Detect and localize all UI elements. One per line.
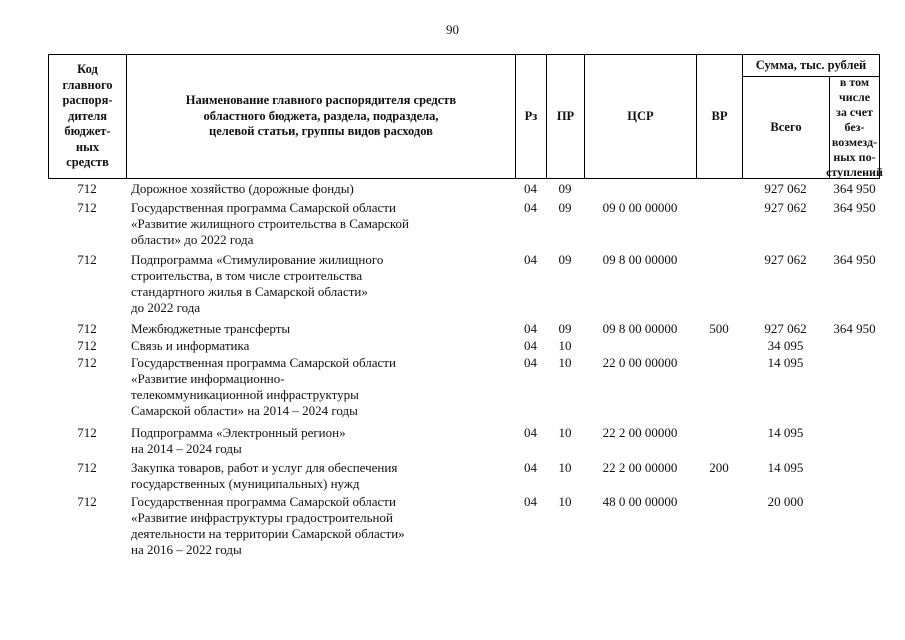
table-row bbox=[48, 181, 880, 200]
cell-pr: 09 bbox=[558, 181, 572, 196]
cell-rz: 04 bbox=[524, 425, 537, 440]
header-code-line: распоря- bbox=[62, 93, 113, 108]
cell-code: 712 bbox=[77, 355, 97, 370]
cell-total: 14 095 bbox=[767, 425, 804, 440]
cell-rz: 04 bbox=[524, 460, 537, 475]
cell-total: 14 095 bbox=[767, 460, 804, 475]
cell-name: Государственная программа Самарской области «Развитие информационно- телекоммуникационной инфраструктуры Самарской области» на 2014 – 2024 годы bbox=[131, 355, 396, 418]
cell-total: 927 062 bbox=[764, 321, 807, 336]
cell-code: 712 bbox=[77, 460, 97, 475]
header-vr: ВР bbox=[696, 54, 742, 179]
cell-csr: 22 0 00 00000 bbox=[602, 355, 678, 370]
cell-pr: 10 bbox=[558, 494, 572, 509]
cell-csr: 22 2 00 00000 bbox=[602, 460, 678, 475]
header-code bbox=[48, 54, 126, 179]
cell-name: Государственная программа Самарской области «Развитие жилищного строительства в Самарской области» до 2022 года bbox=[131, 200, 409, 247]
header-incl-line: возмезд- bbox=[831, 135, 878, 149]
page-number: 90 bbox=[446, 22, 459, 37]
header-code-line: ных bbox=[75, 139, 100, 154]
cell-name: Подпрограмма «Электронный регион» на 2014 – 2024 годы bbox=[131, 425, 346, 456]
header-sum: Сумма, тыс. рублей bbox=[742, 54, 880, 76]
cell-pr: 09 bbox=[558, 252, 572, 267]
header-pr: ПР bbox=[546, 54, 584, 179]
cell-rz: 04 bbox=[524, 355, 537, 370]
cell-code: 712 bbox=[77, 321, 97, 336]
header-name-line: Наименование главного распорядителя средств bbox=[185, 93, 457, 108]
cell-csr: 09 8 00 00000 bbox=[602, 321, 678, 336]
table-body bbox=[48, 181, 880, 564]
table-row bbox=[48, 338, 880, 355]
header-incl-line: в том числе bbox=[838, 75, 871, 104]
header-code-line: средств bbox=[66, 155, 109, 170]
cell-pr: 10 bbox=[558, 425, 572, 440]
cell-rz: 04 bbox=[524, 252, 537, 267]
cell-code: 712 bbox=[77, 181, 97, 196]
cell-incl: 364 950 bbox=[833, 200, 876, 215]
header-rz: Рз bbox=[515, 54, 546, 179]
table-row bbox=[48, 200, 880, 252]
header-code-line: Код bbox=[77, 62, 98, 77]
cell-total: 14 095 bbox=[767, 355, 804, 370]
cell-total: 927 062 bbox=[764, 181, 807, 196]
table-row bbox=[48, 425, 880, 460]
cell-name: Дорожное хозяйство (дорожные фонды) bbox=[131, 181, 354, 196]
cell-total: 20 000 bbox=[767, 494, 804, 509]
cell-code: 712 bbox=[77, 200, 97, 215]
cell-pr: 09 bbox=[558, 321, 572, 336]
header-incl bbox=[826, 75, 883, 179]
cell-name: Межбюджетные трансферты bbox=[131, 321, 291, 336]
cell-rz: 04 bbox=[524, 181, 537, 196]
header-incl-line: ступлений bbox=[826, 165, 883, 179]
header-csr: ЦСР bbox=[584, 54, 696, 179]
table-row bbox=[48, 355, 880, 425]
cell-total: 927 062 bbox=[764, 252, 807, 267]
cell-name: Связь и информатика bbox=[131, 338, 250, 353]
cell-vr: 200 bbox=[709, 460, 729, 475]
header-incl-line: ных по- bbox=[833, 150, 876, 164]
table-row bbox=[48, 321, 880, 338]
cell-incl: 364 950 bbox=[833, 181, 876, 196]
cell-name: Государственная программа Самарской области «Развитие инфраструктуры градостроительной деятельности на территории Самарской области» на 2016 – 2022 годы bbox=[131, 494, 405, 557]
header-name bbox=[126, 54, 515, 179]
cell-rz: 04 bbox=[524, 494, 537, 509]
cell-vr: 500 bbox=[709, 321, 729, 336]
header-name-line: целевой статьи, группы видов расходов bbox=[209, 124, 433, 139]
header-incl-line: за счет без- bbox=[836, 105, 873, 134]
table-row bbox=[48, 252, 880, 321]
cell-pr: 10 bbox=[558, 460, 572, 475]
cell-incl: 364 950 bbox=[833, 252, 876, 267]
cell-incl: 364 950 bbox=[833, 321, 876, 336]
cell-rz: 04 bbox=[524, 338, 537, 353]
cell-csr: 48 0 00 00000 bbox=[602, 494, 678, 509]
cell-rz: 04 bbox=[524, 200, 537, 215]
cell-pr: 10 bbox=[558, 355, 572, 370]
cell-pr: 09 bbox=[558, 200, 572, 215]
cell-code: 712 bbox=[77, 425, 97, 440]
table-header bbox=[48, 54, 883, 179]
cell-code: 712 bbox=[77, 338, 97, 353]
cell-code: 712 bbox=[77, 494, 97, 509]
cell-name: Подпрограмма «Стимулирование жилищного строительства, в том числе строительства стандартного жилья в Самарской области» до 2022 года bbox=[131, 252, 384, 315]
cell-code: 712 bbox=[77, 252, 97, 267]
cell-csr: 09 0 00 00000 bbox=[602, 200, 678, 215]
header-name-line: областного бюджета, раздела, подраздела, bbox=[203, 108, 439, 123]
cell-csr: 09 8 00 00000 bbox=[602, 252, 678, 267]
header-code-line: главного bbox=[62, 77, 113, 92]
header-code-line: бюджет- bbox=[64, 124, 111, 139]
table-row bbox=[48, 460, 880, 494]
cell-total: 927 062 bbox=[764, 200, 807, 215]
cell-csr: 22 2 00 00000 bbox=[602, 425, 678, 440]
cell-rz: 04 bbox=[524, 321, 537, 336]
header-code-line: дителя bbox=[68, 108, 107, 123]
cell-pr: 10 bbox=[558, 338, 572, 353]
cell-name: Закупка товаров, работ и услуг для обеспечения государственных (муниципальных) нужд bbox=[131, 460, 398, 491]
table-row bbox=[48, 494, 880, 564]
cell-total: 34 095 bbox=[767, 338, 804, 353]
header-total: Всего bbox=[742, 76, 829, 179]
